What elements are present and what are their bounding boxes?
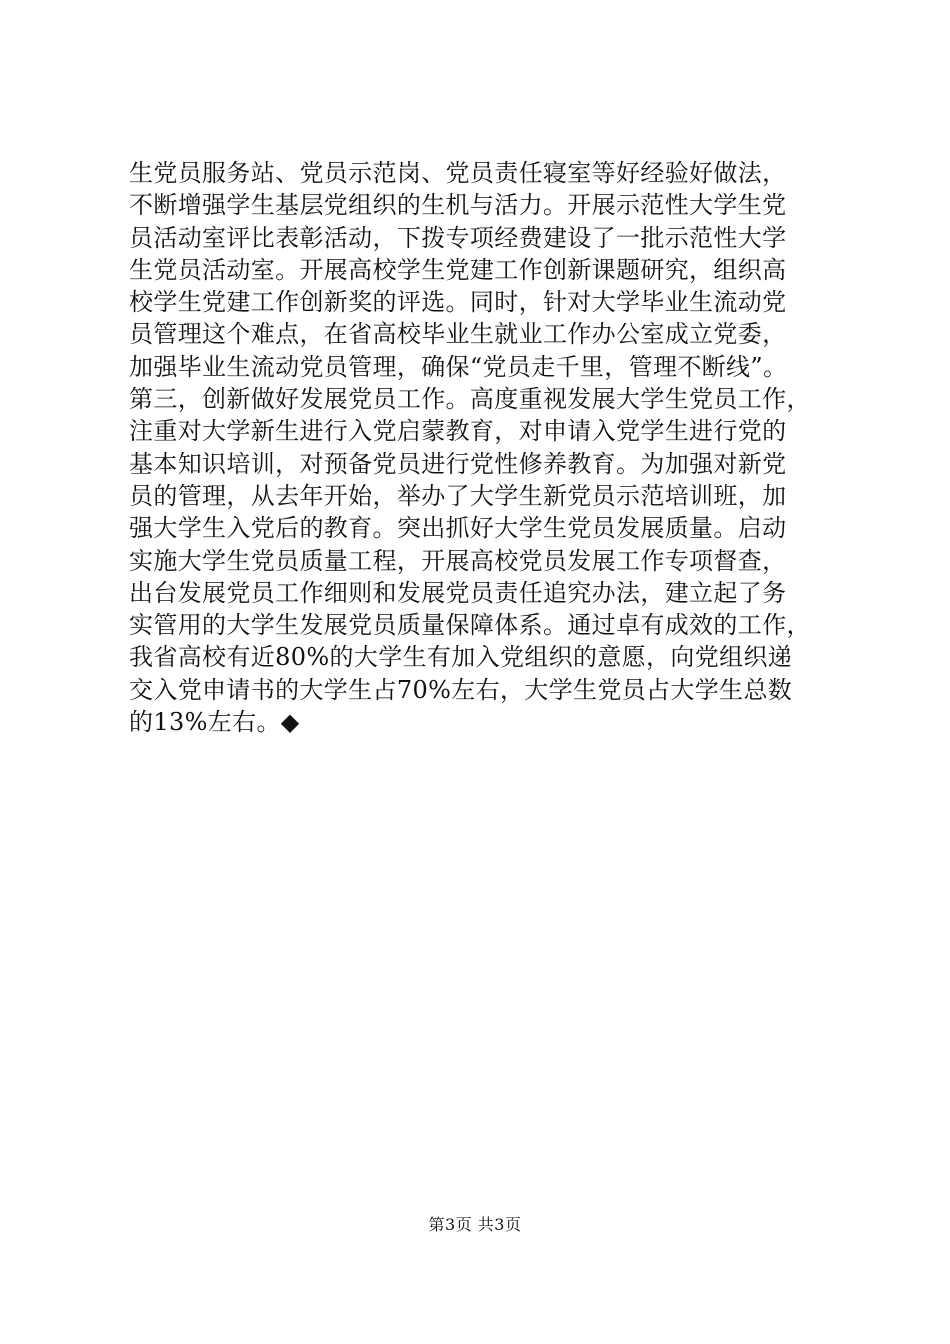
- text-line: 员的管理，从去年开始，举办了大学生新党员示范培训班，加: [129, 481, 787, 510]
- text-line: 强大学生入党后的教育。突出抓好大学生党员发展质量。启动: [129, 514, 787, 543]
- text-line: 不断增强学生基层党组织的生机与活力。开展示范性大学生党: [129, 191, 787, 220]
- text-line: 出台发展党员工作细则和发展党员责任追究办法，建立起了务: [129, 578, 787, 607]
- text-line: 加强毕业生流动党员管理，确保“党员走千里，管理不断线”。: [129, 352, 788, 381]
- text-line: 的13%左右。◆: [129, 708, 300, 737]
- text-line: 实管用的大学生发展党员质量保障体系。通过卓有成效的工作，: [129, 611, 811, 640]
- body-paragraph: [129, 157, 859, 738]
- text-line: 生党员活动室。开展高校学生党建工作创新课题研究，组织高: [129, 255, 787, 284]
- text-line: 注重对大学新生进行入党启蒙教育，对申请入党学生进行党的: [129, 417, 787, 446]
- text-line: 生党员服务站、党员示范岗、党员责任寝室等好经验好做法，: [129, 159, 787, 187]
- text-line: 我省高校有近80%的大学生有加入党组织的意愿，向党组织递: [129, 643, 793, 672]
- page-number-footer: 第3页 共3页: [428, 1215, 522, 1234]
- text-line: 员活动室评比表彰活动，下拨专项经费建设了一批示范性大学: [129, 223, 787, 252]
- text-line: 校学生党建工作创新奖的评选。同时，针对大学毕业生流动党: [129, 288, 787, 317]
- text-line: 基本知识培训，对预备党员进行党性修养教育。为加强对新党: [129, 449, 787, 478]
- text-line: 员管理这个难点，在省高校毕业生就业工作办公室成立党委，: [129, 320, 787, 349]
- text-line: 实施大学生党员质量工程，开展高校党员发展工作专项督查，: [129, 546, 787, 575]
- text-line: 交入党申请书的大学生占70%左右，大学生党员占大学生总数: [129, 675, 793, 704]
- text-line: 第三，创新做好发展党员工作。高度重视发展大学生党员工作，: [129, 385, 811, 414]
